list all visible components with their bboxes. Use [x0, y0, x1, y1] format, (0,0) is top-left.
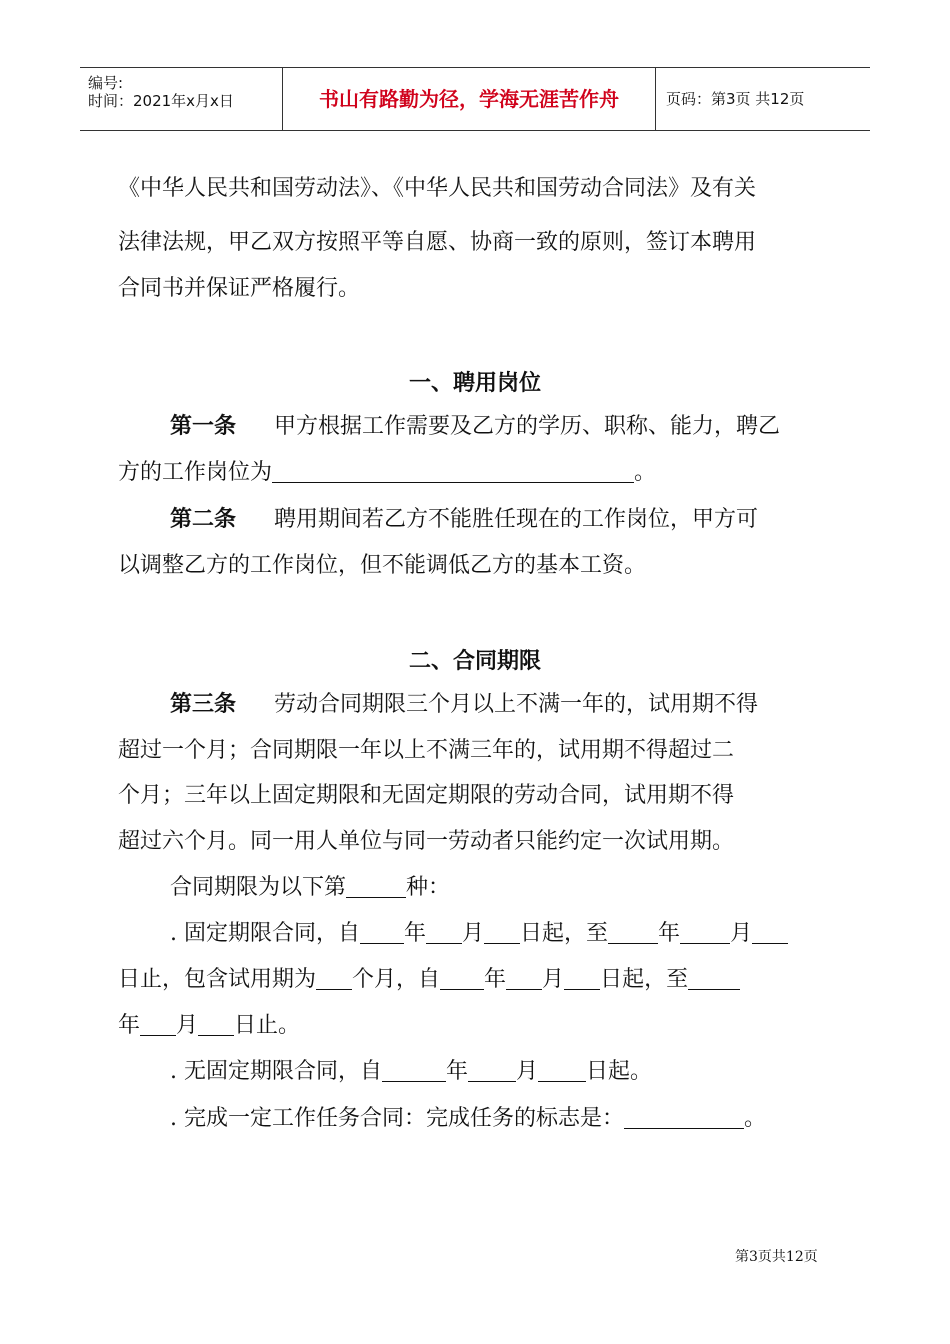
- months-blank[interactable]: [316, 965, 352, 990]
- choice-blank[interactable]: [346, 873, 406, 898]
- open-term-line: [170, 1057, 652, 1087]
- page-header: [80, 67, 870, 131]
- task-term-text: 。: [744, 1106, 767, 1131]
- month-text: 月: [462, 921, 485, 946]
- year-text: 年: [446, 1059, 469, 1084]
- header-page-number: 页码：第3页 共12页: [666, 90, 805, 108]
- article-1-line: [170, 412, 780, 442]
- time-label: 时间：2021年x月x日: [88, 92, 234, 110]
- year-text: 年: [484, 967, 507, 992]
- month-text: 月: [542, 967, 565, 992]
- year-blank[interactable]: [608, 919, 658, 944]
- article-text: 劳动合同期限三个月以上不满一年的，试用期不得: [274, 692, 759, 717]
- month-text: 月: [516, 1059, 539, 1084]
- year-blank[interactable]: [440, 965, 484, 990]
- article-text: 聘用期间若乙方不能胜任现在的工作岗位，甲方可: [274, 507, 759, 532]
- day-text: 日止，包含试用期为: [118, 967, 317, 992]
- fixed-term-line: [118, 965, 740, 995]
- choice-text: 种：: [406, 875, 451, 900]
- article-3-line: [170, 690, 758, 720]
- header-meta: [80, 68, 280, 130]
- number-label: 编号:: [88, 74, 124, 92]
- month-blank[interactable]: [680, 919, 730, 944]
- contract-type-choice: [170, 873, 450, 903]
- months-text: 个月，自: [352, 967, 441, 992]
- article-1-line: [118, 458, 656, 488]
- task-term-text: . 完成一定工作任务合同：完成任务的标志是：: [170, 1106, 624, 1131]
- fixed-term-text: . 固定期限合同，自: [170, 921, 360, 946]
- section-title: 二、合同期限: [408, 649, 541, 674]
- year-text: 年: [118, 1013, 141, 1038]
- footer-page-number: 第3页共12页: [735, 1249, 818, 1265]
- intro-line: 《中华人民共和国劳动法》、《中华人民共和国劳动合同法》及有关: [118, 176, 757, 201]
- header-divider: [655, 68, 656, 130]
- fixed-term-line: [118, 1011, 300, 1041]
- article-text: 。: [634, 460, 657, 485]
- month-text: 月: [176, 1013, 199, 1038]
- day-blank[interactable]: [484, 919, 520, 944]
- day-text: 日起，至: [520, 921, 609, 946]
- article-2-line: 以调整乙方的工作岗位，但不能调低乙方的基本工资。: [118, 553, 647, 578]
- article-2-line: [170, 505, 758, 535]
- intro-line: 法律法规，甲乙双方按照平等自愿、协商一致的原则，签订本聘用: [118, 230, 757, 255]
- month-blank[interactable]: [140, 1011, 176, 1036]
- year-blank[interactable]: [360, 919, 404, 944]
- month-text: 月: [730, 921, 753, 946]
- month-blank[interactable]: [506, 965, 542, 990]
- month-blank[interactable]: [468, 1057, 516, 1082]
- article-label: 第一条: [170, 414, 237, 439]
- day-blank[interactable]: [198, 1011, 234, 1036]
- open-term-text: 日起。: [586, 1059, 653, 1084]
- year-blank[interactable]: [382, 1057, 446, 1082]
- year-blank[interactable]: [688, 965, 740, 990]
- article-3-line: 超过一个月；合同期限一年以上不满三年的，试用期不得超过二: [118, 738, 735, 763]
- header-motto: 书山有路勤为径，学海无涯苦作舟: [319, 87, 619, 111]
- year-text: 年: [404, 921, 427, 946]
- article-3-line: 超过六个月。同一用人单位与同一劳动者只能约定一次试用期。: [118, 829, 735, 854]
- article-text: 方的工作岗位为: [118, 460, 273, 485]
- section-title: 一、聘用岗位: [408, 371, 541, 396]
- fixed-term-line: [170, 919, 788, 949]
- day-blank[interactable]: [752, 919, 788, 944]
- year-text: 年: [658, 921, 681, 946]
- article-label: 第二条: [170, 507, 237, 532]
- day-text: 日止。: [234, 1013, 301, 1038]
- day-text: 日起，至: [600, 967, 689, 992]
- choice-text: 合同期限为以下第: [170, 875, 347, 900]
- position-blank[interactable]: [272, 458, 634, 483]
- month-blank[interactable]: [426, 919, 462, 944]
- task-term-line: [170, 1104, 766, 1134]
- article-text: 甲方根据工作需要及乙方的学历、职称、能力，聘乙: [274, 414, 781, 439]
- task-blank[interactable]: [624, 1104, 744, 1129]
- article-3-line: 个月；三年以上固定期限和无固定期限的劳动合同，试用期不得: [118, 783, 735, 808]
- intro-line: 合同书并保证严格履行。: [118, 276, 361, 301]
- day-blank[interactable]: [564, 965, 600, 990]
- article-label: 第三条: [170, 692, 237, 717]
- day-blank[interactable]: [538, 1057, 586, 1082]
- open-term-text: . 无固定期限合同，自: [170, 1059, 382, 1084]
